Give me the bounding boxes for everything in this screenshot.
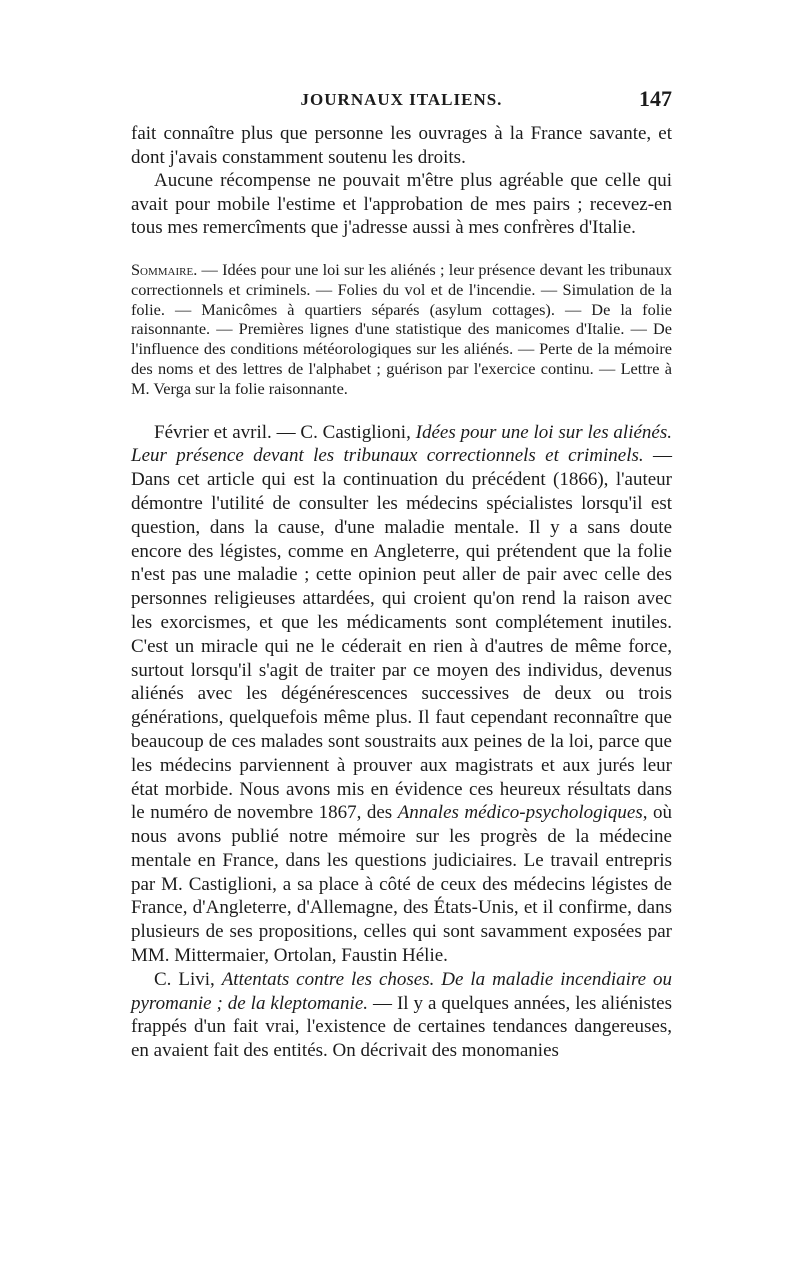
article2-title: Attentats contre les choses. De la maladie incendiaire ou pyromanie ; de la kleptomanie. (131, 968, 672, 1014)
article-castiglioni (131, 421, 672, 968)
article1-body-b: , où nous avons publié notre mémoire sur les progrès de la médecine mentale en France, dans les questions judiciaires. Le travail entrepris par M. Castiglioni, a sa place à côté de ceux des médecins légistes de France, d'Angleterre, d'Allemagne, des États-Unis, et il confirme, dans plusieurs de ses propositions, celles qui sont savamment exposées par MM. Mittermaier, Ortolan, Faustin Hélie. (131, 802, 672, 967)
page-number: 147 (639, 86, 672, 111)
article2-lead: C. Livi, (154, 968, 222, 990)
intro-paragraph-2: Aucune récompense ne pouvait m'être plus agréable que celle qui avait pour mobile l'estime et l'approbation de mes pairs ; recevez-en tous mes remercîments que j'adresse aussi à mes confrères d'Italie. (131, 170, 672, 239)
book-page (131, 86, 672, 1063)
sommaire-paragraph (131, 260, 672, 399)
article-livi (131, 968, 672, 1063)
running-head: JOURNAUX ITALIENS. (300, 90, 503, 109)
article1-journal: Annales médico-psychologiques (397, 802, 643, 824)
page-header (131, 86, 672, 118)
article2-body: — Il y a quelques années, les aliénistes frappés d'un fait vrai, l'existence de certaines tendances dangereuses, en avaient fait des entités. On décrivait des monomanies (131, 992, 672, 1062)
article1-lead: Février et avril. — C. Castiglioni, (154, 421, 416, 443)
article1-body-a: — Dans cet article qui est la continuation du précédent (1866), l'auteur démontre l'utilité de consulter les médecins spécialistes lorsqu'il est question, dans la cause, d'une maladie mentale. Il y a sans doute encore des légistes, comme en Angleterre, qui prétendent que la folie n'est pas une maladie ; cette opinion peut aller de pair avec celle des personnes religieuses attardées, qui croient qu'on rend la raison avec les exorcismes, et que les médicaments sont complétement inutiles. C'est un miracle qui ne le céderait en rien à d'autres de même force, surtout lorsqu'il s'agit de traiter par ce moyen des individus, devenus aliénés avec les dégénérescences successives de deux ou trois générations, quelquefois même plus. Il faut cependant reconnaître que beaucoup de ces malades sont soustraits aux peines de la loi, parce que les médecins parviennent à prouver aux magistrats et aux jurés leur état morbide. Nous avons mis en évidence ces heureux résultats dans le numéro de novembre 1867, des (131, 445, 672, 824)
article1-title: Idées pour une loi sur les aliénés. Leur présence devant les tribunaux correctionnels et criminels. (131, 421, 672, 467)
sommaire-text: — Idées pour une loi sur les aliénés ; leur présence devant les tribunaux correctionnels et criminels. — Folies du vol et de l'incendie. — Simulation de la folie. — Manicômes à quartiers séparés (asylum cottages). — De la folie raisonnante. — Premières lignes d'une statistique des manicomes d'Italie. — De l'influence des conditions météorologiques sur les aliénés. — Perte de la mémoire des noms et des lettres de l'alphabet ; guérison par l'exercice continu. — Lettre à M. Verga sur la folie raisonnante. (131, 259, 672, 398)
intro-paragraph-1: fait connaître plus que personne les ouvrages à la France savante, et dont j'avais constamment soutenu les droits. (131, 123, 672, 168)
sommaire-label: Sommaire. (131, 259, 198, 279)
